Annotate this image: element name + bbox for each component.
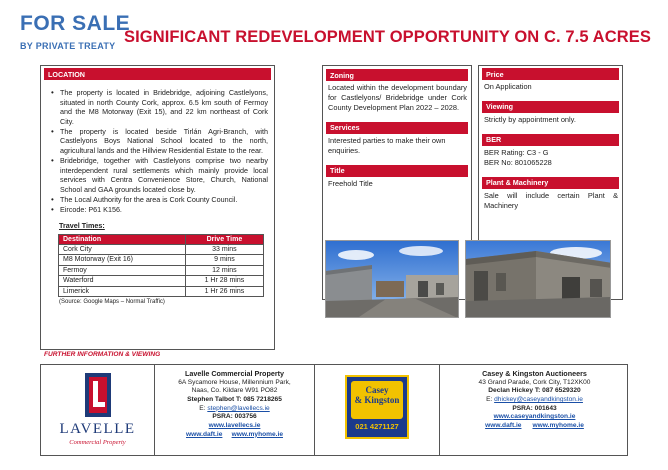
travel-source-note: (Source: Google Maps – Normal Traffic) bbox=[59, 299, 165, 306]
ber-number: BER No: 801065228 bbox=[484, 157, 552, 167]
further-info-label: FURTHER INFORMATION & VIEWING bbox=[44, 351, 161, 358]
viewing-text: Strictly by appointment only. bbox=[484, 114, 576, 124]
zoning-heading: Zoning bbox=[326, 69, 468, 81]
table-cell-time: 12 mins bbox=[185, 265, 263, 276]
casey-kingston-logo-box bbox=[345, 375, 409, 439]
property-photo-yard bbox=[325, 240, 459, 318]
lavelle-web-link[interactable]: www.lavellecs.ie bbox=[208, 422, 261, 430]
for-sale-title: FOR SALE bbox=[20, 12, 131, 35]
casey-psra: PSRA: 001643 bbox=[512, 404, 557, 412]
property-photo-buildings bbox=[465, 240, 611, 318]
table-row bbox=[59, 265, 264, 276]
table-header-drive-time: Drive Time bbox=[185, 234, 263, 244]
lavelle-psra: PSRA: 003756 bbox=[212, 413, 257, 421]
ber-details bbox=[479, 146, 622, 171]
page-headline: SIGNIFICANT REDEVELOPMENT OPPORTUNITY ON C. 7.5 ACRES bbox=[124, 28, 651, 46]
location-bullet: • Bridebridge, together with Castlelyons comprise two nearby interdependent rural settlements which mainly provide local services with Centra Convenience Store, Church, National School and GAA grounds located close by. bbox=[51, 156, 268, 194]
lavelle-name: Lavelle Commercial Property bbox=[184, 369, 285, 378]
travel-times-table bbox=[58, 234, 264, 298]
lavelle-daft-link[interactable]: www.daft.ie bbox=[186, 430, 223, 438]
lavelle-logo bbox=[41, 365, 154, 455]
title-heading: Title bbox=[326, 165, 468, 177]
lavelle-email-line bbox=[155, 405, 314, 414]
plant-heading: Plant & Machinery bbox=[482, 177, 619, 189]
lavelle-mark-icon bbox=[85, 373, 111, 417]
ber-heading: BER bbox=[482, 134, 619, 146]
table-cell-destination: Fermoy bbox=[59, 265, 186, 276]
lavelle-contact-person: Stephen Talbot T: 085 7218265 bbox=[187, 395, 282, 403]
table-row bbox=[59, 244, 264, 255]
table-cell-destination: Cork City bbox=[59, 244, 186, 255]
private-treaty-subtitle: BY PRIVATE TREATY bbox=[20, 41, 116, 51]
price-heading: Price bbox=[482, 68, 619, 80]
title-text: Freehold Title bbox=[328, 178, 373, 188]
plant-text: Sale will include certain Plant & Machinery bbox=[484, 190, 618, 210]
table-cell-time: 33 mins bbox=[185, 244, 263, 255]
location-bullet: • The property is located in Bridebridge, adjoining Castlelyons, situated in north County Cork, approx. 6.5 km south of Fermoy and the M8 Motorway (Exit 15), and 22 km northeast of Cork City. bbox=[51, 88, 268, 126]
location-bullet: • Eircode: P61 K156. bbox=[51, 205, 268, 215]
location-heading: LOCATION bbox=[44, 68, 271, 80]
lavelle-address-1: 6A Sycamore House, Millennium Park, bbox=[178, 378, 291, 386]
casey-contact-person: Declan Hickey T: 087 6529320 bbox=[488, 387, 581, 395]
table-header-row bbox=[59, 234, 264, 244]
table-cell-time: 9 mins bbox=[185, 255, 263, 266]
lavelle-logo-sub: Commercial Property bbox=[69, 439, 126, 446]
viewing-heading: Viewing bbox=[482, 101, 619, 113]
table-row bbox=[59, 276, 264, 287]
ck-logo-line2: & Kingston bbox=[354, 395, 400, 406]
lavelle-myhome-link[interactable]: www.myhome.ie bbox=[231, 430, 283, 438]
price-text: On Application bbox=[484, 82, 532, 91]
services-heading: Services bbox=[326, 122, 468, 134]
casey-daft-link[interactable]: www.daft.ie bbox=[485, 422, 522, 430]
lavelle-logo-word: LAVELLE bbox=[59, 421, 136, 437]
ck-logo-line1: Casey bbox=[365, 385, 389, 395]
location-bullets bbox=[41, 80, 274, 215]
table-cell-time: 1 Hr 28 mins bbox=[185, 276, 263, 287]
location-panel bbox=[40, 65, 275, 350]
table-row bbox=[59, 255, 264, 266]
table-cell-time: 1 Hr 26 mins bbox=[185, 286, 263, 297]
casey-email-line bbox=[440, 396, 629, 405]
casey-address: 43 Grand Parade, Cork City, T12XK00 bbox=[478, 378, 591, 386]
table-cell-destination: M8 Motorway (Exit 16) bbox=[59, 255, 186, 266]
table-cell-destination: Waterford bbox=[59, 276, 186, 287]
casey-email-label: E: bbox=[486, 395, 495, 403]
table-row bbox=[59, 286, 264, 297]
travel-times-title: Travel Times: bbox=[59, 220, 105, 230]
casey-kingston-logo bbox=[314, 365, 439, 455]
casey-kingston-contact bbox=[439, 365, 629, 455]
table-header-destination: Destination bbox=[59, 234, 186, 244]
agents-footer bbox=[40, 364, 628, 456]
lavelle-email-link[interactable]: stephen@lavellecs.ie bbox=[207, 404, 270, 412]
location-bullet: • The property is located beside Tirlán Agri-Branch, with Castlelyons Boys National School located to the north, agricultural lands and the Hillview Residential Estate to the rear. bbox=[51, 127, 268, 156]
lavelle-email-label: E: bbox=[199, 404, 208, 412]
casey-kingston-logo-text bbox=[351, 381, 403, 419]
ber-rating: BER Rating: C3 - G bbox=[484, 147, 549, 157]
services-text: Interested parties to make their own enquiries. bbox=[328, 135, 446, 155]
casey-web-link[interactable]: www.caseyandkingston.ie bbox=[493, 413, 576, 421]
casey-email-link[interactable]: dhickey@caseyandkingston.ie bbox=[494, 395, 583, 403]
casey-myhome-link[interactable]: www.myhome.ie bbox=[532, 422, 584, 430]
location-bullet: • The Local Authority for the area is Cork County Council. bbox=[51, 195, 268, 205]
table-cell-destination: Limerick bbox=[59, 286, 186, 297]
zoning-text: Located within the development boundary for Castlelyons/ Bridebridge under Cork County Development Plan 2022 – 2028. bbox=[328, 83, 467, 112]
lavelle-address-2: Naas, Co. Kildare W91 PO82 bbox=[191, 387, 278, 395]
ck-logo-phone: 021 4271127 bbox=[355, 422, 399, 431]
casey-name: Casey & Kingston Auctioneers bbox=[482, 369, 587, 378]
lavelle-contact bbox=[154, 365, 314, 455]
